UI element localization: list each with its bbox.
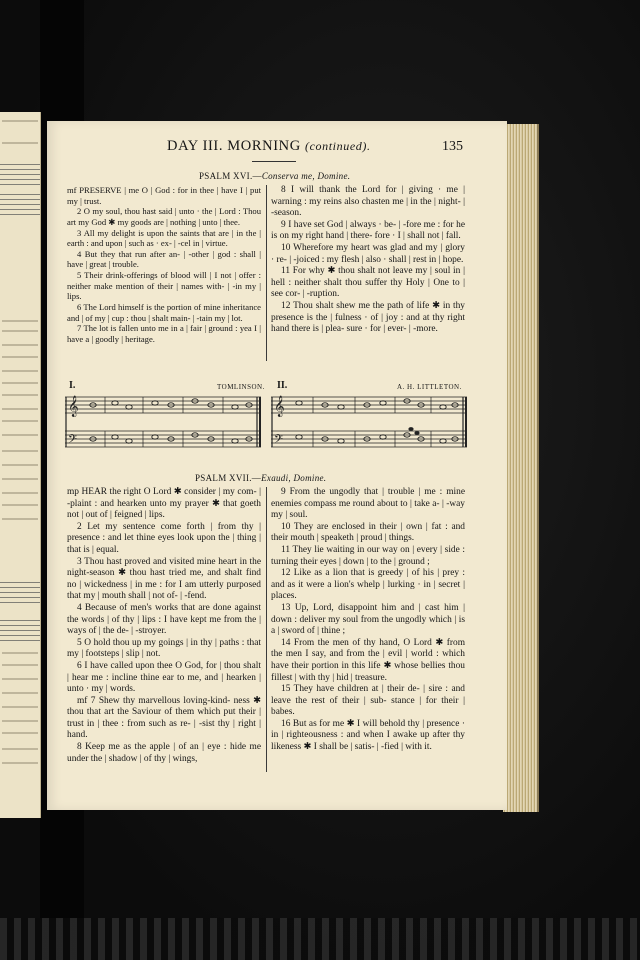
chant-2-composer: A. H. LITTLETON. [397, 383, 462, 391]
verse: 5 Their drink-offerings of blood will | I not | offer : neither make mention of their | names with- | -in my | lips. [67, 270, 261, 302]
column-rule [266, 185, 267, 361]
verse: 2 Let my sentence come forth | from thy | presence : and let thine eyes look upon the | thing | that is | equal. [67, 521, 261, 555]
verse: 5 O hold thou up my goings | in thy | paths : that my | footsteps | slip | not. [67, 637, 261, 660]
verse: 6 The Lord himself is the portion of mine inheritance and | of my | cup : thou | shalt main- | -tain my | lot. [67, 302, 261, 323]
verse: 9 From the ungodly that | trouble | me : mine enemies compass me round about to | take a- | -way my | soul. [271, 487, 465, 521]
psalm-17-number: PSALM XVII.— [195, 473, 262, 483]
verse: 10 Wherefore my heart was glad and my | glory · re- | -joiced : my flesh | also · shall | rest in | hope. [271, 242, 465, 265]
verse: 14 From the men of thy hand, O Lord ✱ from the men I say, and from the | evil | world : which have their portion in this life ✱ whose bellies thou fillest | with thy | hid | treasure. [271, 637, 465, 683]
column-rule [266, 487, 267, 772]
day-title-continued: (continued). [305, 139, 371, 153]
verse: 16 But as for me ✱ I will behold thy | presence · in | righteousness : and when I awake up after thy likeness ✱ I shall be | satis- | -fied | with it. [271, 718, 465, 753]
psalm-16-heading [199, 171, 350, 181]
verse: mf 7 Shew thy marvellous loving-kind- ness ✱ thou that art the Saviour of them which put their | trust in | thee : from such as re- | -sist thy | right | hand. [67, 695, 261, 741]
chant-2-score [271, 393, 469, 455]
svg-text:𝄢: 𝄢 [68, 433, 78, 449]
verse: 12 Like as a lion that is greedy | of his | prey : and as it were a lion's whelp | lurking · in | secret | places. [271, 568, 465, 602]
page-edges [503, 124, 539, 812]
cloth-fringe [0, 918, 640, 960]
verse: 2 O my soul, thou hast said | unto · the | Lord : Thou art my God ✱ my goods are | nothing | unto | thee. [67, 206, 261, 227]
svg-text:𝄞: 𝄞 [274, 396, 285, 417]
psalm-17-latin: Exaudi, Domine. [261, 473, 327, 483]
verse: 12 Thou shalt shew me the path of life ✱ in thy presence is the | fulness · of | joy : and at thy right hand there is | plea- sure · for | ever- | -more. [271, 300, 465, 335]
book-page [47, 121, 507, 810]
day-title-text: DAY III. MORNING [167, 138, 301, 154]
verse: 15 They have children at | their de- | sire : and leave the rest of their | sub- stance | for their | babes. [271, 684, 465, 718]
chant-1-composer: TOMLINSON. [217, 383, 265, 391]
chant-1-score [65, 393, 263, 455]
verse: 10 They are enclosed in their | own | fat : and their mouth | speaketh | proud | things. [271, 521, 465, 544]
verse: mf PRESERVE | me O | God : for in thee | have I | put my | trust. [67, 185, 261, 206]
header-rule [252, 161, 296, 162]
psalm-16-number: PSALM XVI.— [199, 171, 262, 181]
verse: mp HEAR the right O Lord ✱ consider | my com- | -plaint : and hearken unto my prayer ✱ that goeth not | out of | feigned | lips. [67, 487, 261, 521]
chant-1-number: I. [69, 380, 76, 391]
svg-text:𝄞: 𝄞 [68, 396, 79, 417]
psalm-16-right-column [271, 185, 465, 336]
running-header [47, 138, 507, 158]
psalm-16-left-column [67, 185, 261, 345]
svg-text:𝄢: 𝄢 [274, 433, 284, 449]
chant-2-number: II. [277, 380, 288, 391]
verse: 4 Because of men's works that are done against the words | of thy | lips : I have kept me from the | ways of | the de- | -stroyer. [67, 602, 261, 637]
verse: 9 I have set God | always · be- | -fore me : for he is on my right hand | there- fore · I | shall not | fall. [271, 219, 465, 242]
verse: 3 All my delight is upon the saints that are | in the | earth : and upon | such as · ex- | -cel in | virtue. [67, 227, 261, 249]
verse: 11 For why ✱ thou shalt not leave my | soul in | hell : neither shalt thou suffer thy Holy | One to | see cor- | -ruption. [271, 266, 465, 300]
verse: 11 They lie waiting in our way on | every | side : turning their eyes | down | to the | ground ; [271, 544, 465, 567]
day-title [167, 138, 371, 155]
page-number: 135 [442, 139, 463, 154]
psalm-16-latin: Conserva me, Domine. [261, 171, 351, 181]
facing-page-fragment [0, 112, 41, 818]
psalm-17-right-column [271, 487, 465, 754]
verse: 7 The lot is fallen unto me in a | fair | ground : yea I | have a | goodly | heritage. [67, 323, 261, 344]
verse: 4 But they that run after an- | -other | god : shall | have | great | trouble. [67, 248, 261, 270]
verse: 8 Keep me as the apple | of an | eye : hide me under the | shadow | of thy | wings, [67, 742, 261, 764]
psalm-17-left-column [67, 487, 261, 765]
verse: 13 Up, Lord, disappoint him and | cast him | down : deliver my soul from the ungodly which | is a | sword of | thine ; [271, 602, 465, 637]
psalm-17-heading [195, 473, 326, 483]
verse: 3 Thou hast proved and visited mine heart in the night-season ✱ thou hast tried me, and shalt find no | wickedness | in me : for I am utterly purposed that my | mouth shall | not of- | -fend. [67, 556, 261, 602]
verse: 8 I will thank the Lord for | giving · me | warning : my reins also chasten me | in the | night- | -season. [271, 185, 465, 219]
verse: 6 I have called upon thee O God, for | thou shalt | hear me : incline thine ear to me, and | hearken | unto · my | words. [67, 660, 261, 695]
